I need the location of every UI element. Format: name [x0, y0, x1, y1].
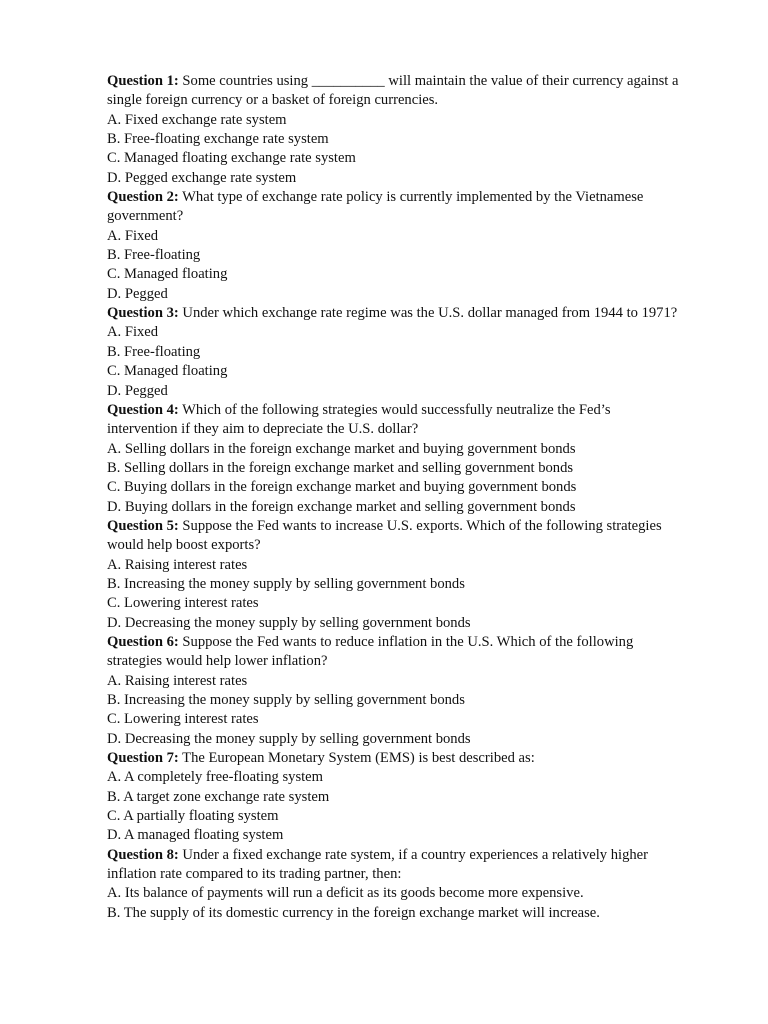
question-prompt: Under which exchange rate regime was the U.S. dollar managed from 1944 to 1971? [182, 305, 678, 322]
answer-option-c: C. Lowering interest rates [107, 595, 259, 612]
answer-option-b: B. Free-floating exchange rate system [107, 131, 329, 148]
question-text [107, 749, 682, 768]
answer-option-a: A. A completely free-floating system [107, 769, 324, 786]
question-label: Question 2: [107, 189, 179, 206]
answer-option-b: B. The supply of its domestic currency in the foreign exchange market will increase. [107, 904, 600, 921]
answer-option-b: B. Increasing the money supply by selling government bonds [107, 692, 465, 708]
answer-option-c: C. Managed floating [107, 363, 228, 380]
question-text [107, 401, 682, 440]
answer-option-c: C. A partially floating system [107, 808, 279, 825]
answer-option-b: B. A target zone exchange rate system [107, 788, 330, 805]
question-prompt: Which of the following strategies would successfully neutralize the Fed’s intervention if they aim to depreciate the U.S. dollar? [107, 401, 611, 438]
question-4 [107, 401, 682, 517]
answer-option-c: C. Buying dollars in the foreign exchange market and buying government bonds [107, 479, 577, 496]
answer-option-a: A. Selling dollars in the foreign exchange market and buying government bonds [107, 440, 576, 457]
question-label: Question 1: [107, 73, 179, 89]
question-label: Question 3: [107, 305, 179, 322]
answer-option-a: A. Fixed [107, 227, 159, 244]
answer-option-d: D. Pegged [107, 285, 168, 302]
answer-option-a: A. Fixed [107, 324, 159, 341]
answer-option-d: D. Pegged exchange rate system [107, 169, 297, 186]
question-label: Question 6: [107, 633, 179, 650]
question-8 [107, 846, 682, 923]
question-prompt: Under a fixed exchange rate system, if a country experiences a relatively higher inflation rate compared to its trading partner, then: [107, 846, 648, 883]
question-prompt: Suppose the Fed wants to increase U.S. exports. Which of the following strategies would help boost exports? [107, 517, 662, 554]
answer-option-c: C. Managed floating exchange rate system [107, 150, 356, 167]
answer-option-b: B. Free-floating [107, 247, 201, 264]
answer-option-c: C. Lowering interest rates [107, 711, 259, 728]
question-1 [107, 72, 682, 188]
question-6 [107, 633, 682, 749]
question-label: Question 5: [107, 517, 179, 534]
answer-option-b: B. Increasing the money supply by selling government bonds [107, 575, 465, 592]
question-text [107, 846, 682, 885]
question-prompt: What type of exchange rate policy is currently implemented by the Vietnamese government? [107, 189, 644, 225]
answer-option-b: B. Selling dollars in the foreign exchange market and selling government bonds [107, 459, 574, 476]
answer-option-a: A. Fixed exchange rate system [107, 111, 287, 128]
question-text [107, 517, 682, 556]
answer-option-d: D. A managed floating system [107, 827, 284, 844]
question-prompt: Suppose the Fed wants to reduce inflation in the U.S. Which of the following strategies would help lower inflation? [107, 633, 634, 670]
answer-option-c: C. Managed floating [107, 266, 228, 283]
question-text [107, 633, 682, 672]
answer-option-d: D. Buying dollars in the foreign exchange market and selling government bonds [107, 498, 576, 515]
question-2 [107, 188, 682, 304]
answer-option-a: A. Raising interest rates [107, 556, 248, 573]
question-3 [107, 304, 682, 401]
answer-option-d: D. Pegged [107, 382, 168, 399]
document-page [107, 72, 682, 923]
answer-option-b: B. Free-floating [107, 343, 201, 360]
question-text [107, 304, 682, 323]
question-prompt: Some countries using __________ will maintain the value of their currency against a single foreign currency or a basket of foreign currencies. [107, 73, 679, 109]
answer-option-a: A. Raising interest rates [107, 672, 248, 689]
question-text [107, 188, 682, 227]
question-label: Question 7: [107, 750, 179, 767]
question-text [107, 72, 682, 111]
answer-option-d: D. Decreasing the money supply by selling government bonds [107, 730, 471, 747]
question-5 [107, 517, 682, 633]
question-prompt: The European Monetary System (EMS) is best described as: [182, 750, 535, 767]
question-7 [107, 749, 682, 846]
question-label: Question 4: [107, 401, 179, 418]
answer-option-d: D. Decreasing the money supply by selling government bonds [107, 614, 471, 631]
question-label: Question 8: [107, 846, 179, 863]
answer-option-a: A. Its balance of payments will run a deficit as its goods become more expensive. [107, 885, 584, 902]
